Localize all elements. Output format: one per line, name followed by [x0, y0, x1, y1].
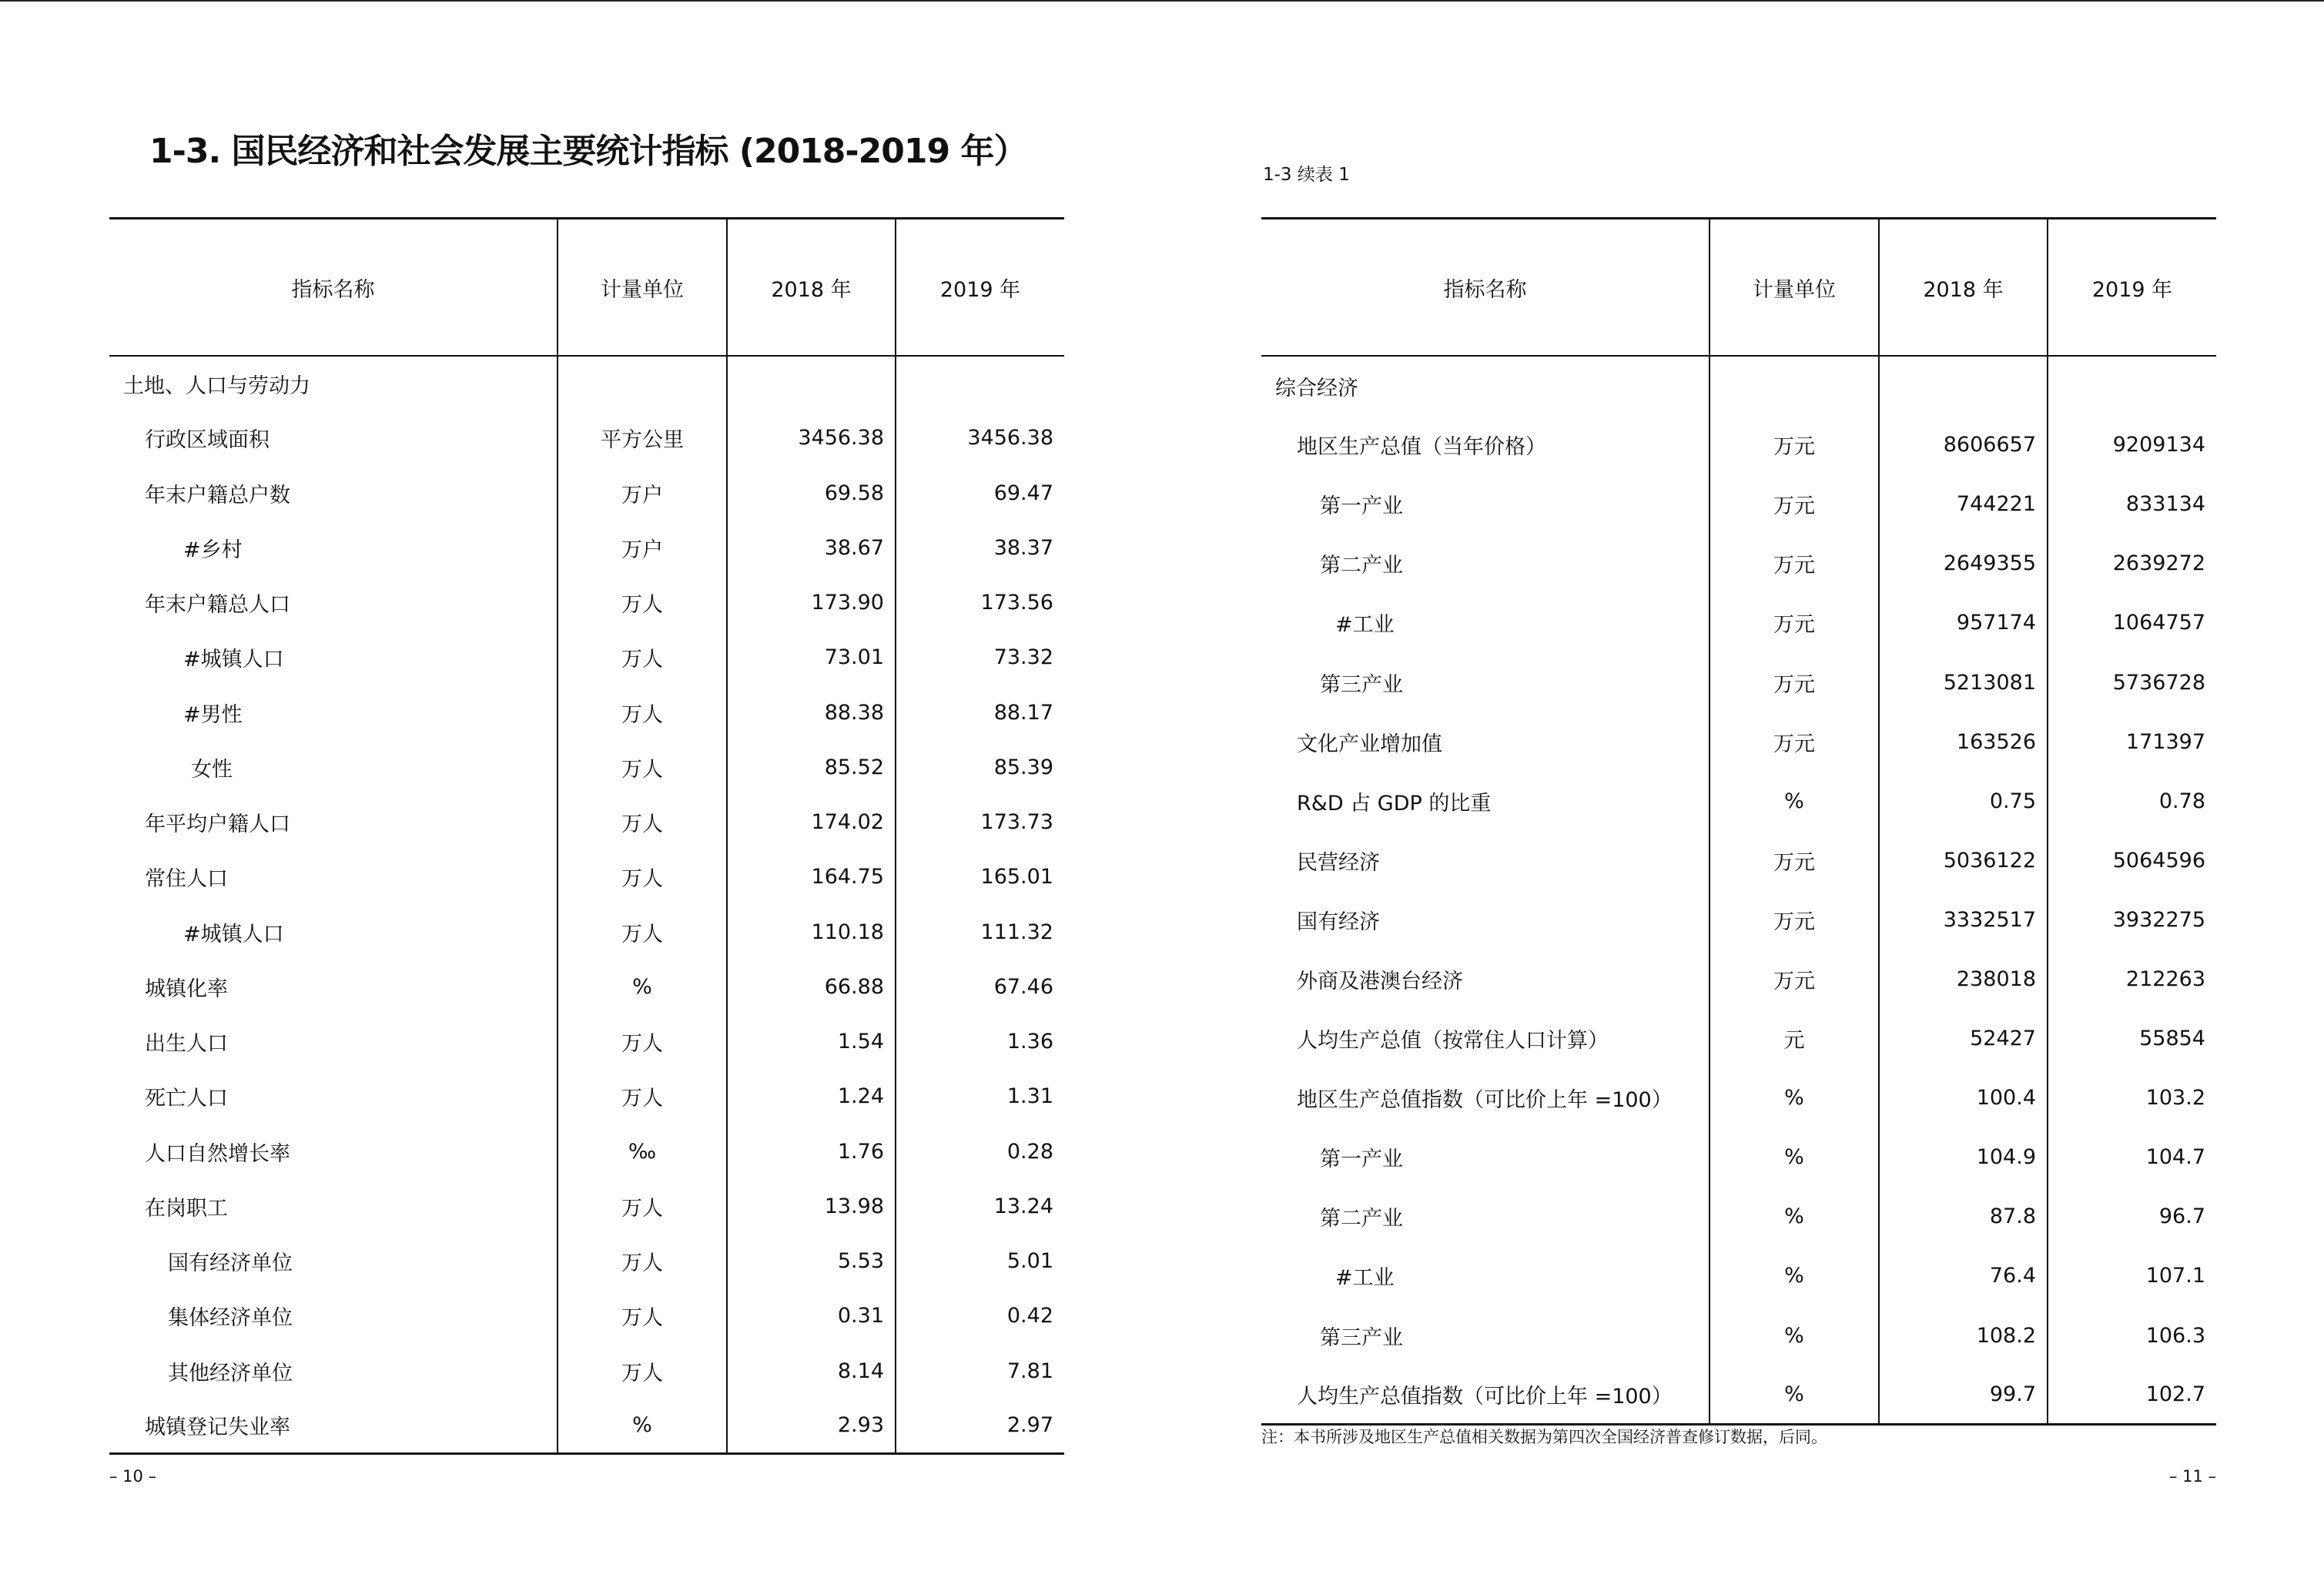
table-row [1261, 1246, 2216, 1305]
row-name: 外商及港澳台经济 [1297, 969, 1463, 993]
row-value-2019: 2639272 [2048, 534, 2216, 593]
row-name: 第二产业 [1320, 1207, 1403, 1231]
header-2019: 2019 年 [2048, 219, 2216, 357]
row-name: 年末户籍总户数 [145, 483, 290, 508]
row-value-2018 [727, 356, 896, 410]
row-value-2019: 0.28 [896, 1124, 1064, 1179]
row-unit: 万户 [558, 521, 727, 575]
table-row [109, 740, 1064, 795]
row-value-2018: 85.52 [727, 740, 896, 795]
row-name: 人均生产总值指数（可比价上年 =100） [1261, 1365, 1710, 1425]
table-footnote: 注：本书所涉及地区生产总值相关数据为第四次全国经济普查修订数据，后同。 [1261, 1428, 1827, 1446]
row-unit: 万人 [558, 905, 727, 960]
row-unit: 万元 [1710, 593, 1879, 652]
row-value-2019: 1.31 [896, 1069, 1064, 1124]
row-name: 国有经济 [1297, 910, 1380, 934]
row-value-2018: 88.38 [727, 685, 896, 740]
row-unit: % [1710, 1365, 1879, 1425]
row-value-2018: 1.54 [727, 1014, 896, 1069]
table-row [1261, 534, 2216, 593]
header-indicator-name: 指标名称 [109, 219, 558, 357]
table-header-row [109, 219, 1064, 357]
table-row [109, 356, 1064, 410]
table-row [1261, 1306, 2216, 1365]
row-unit: 万人 [558, 849, 727, 904]
row-name: 年末户籍总人口 [145, 593, 290, 618]
row-value-2019: 104.7 [2048, 1127, 2216, 1187]
table-row [1261, 356, 2216, 415]
table-header-row [1261, 219, 2216, 357]
table-row [109, 1234, 1064, 1288]
row-name: 人均生产总值（按常住人口计算） [1297, 1029, 1609, 1054]
row-value-2019: 107.1 [2048, 1246, 2216, 1305]
row-unit: 万人 [558, 1288, 727, 1343]
row-name: 第二产业 [1320, 554, 1403, 578]
table-row [109, 849, 1064, 904]
header-2019: 2019 年 [896, 219, 1064, 357]
row-value-2019: 0.78 [2048, 772, 2216, 831]
page-number-right: – 11 – [2168, 1467, 2216, 1486]
header-unit: 计量单位 [1710, 219, 1879, 357]
row-name: 出生人口 [145, 1032, 228, 1057]
row-value-2018: 87.8 [1879, 1187, 2048, 1246]
table-row [109, 1124, 1064, 1179]
row-value-2019: 38.37 [896, 521, 1064, 575]
row-unit: % [1710, 1187, 1879, 1246]
row-value-2019: 212263 [2048, 950, 2216, 1009]
row-unit [558, 356, 727, 410]
row-value-2019: 73.32 [896, 630, 1064, 685]
row-unit: 万人 [558, 1179, 727, 1234]
row-value-2018: 1.24 [727, 1069, 896, 1124]
table-row [1261, 474, 2216, 534]
row-value-2018: 100.4 [1879, 1068, 2048, 1127]
row-value-2018: 5036122 [1879, 831, 2048, 890]
row-unit: % [558, 960, 727, 1014]
row-value-2019: 5064596 [2048, 831, 2216, 890]
row-unit: 万人 [558, 1234, 727, 1288]
row-value-2019: 88.17 [896, 685, 1064, 740]
table-row [109, 795, 1064, 849]
row-value-2018: 0.75 [1879, 772, 2048, 831]
page-number-left: – 10 – [109, 1467, 157, 1486]
row-value-2018: 173.90 [727, 575, 896, 630]
row-name: 死亡人口 [145, 1087, 228, 1111]
row-value-2018: 73.01 [727, 630, 896, 685]
row-value-2018: 957174 [1879, 593, 2048, 652]
row-name: 国有经济单位 [168, 1251, 293, 1276]
row-unit: ‰ [558, 1124, 727, 1179]
row-value-2018: 8606657 [1879, 415, 2048, 474]
table-row [1261, 890, 2216, 950]
table-row [1261, 712, 2216, 772]
row-name: R&D 占 GDP 的比重 [1297, 791, 1492, 816]
row-value-2019: 3932275 [2048, 890, 2216, 950]
row-unit: % [1710, 1127, 1879, 1187]
table-row [109, 575, 1064, 630]
row-name: 第一产业 [1320, 1147, 1403, 1172]
table-row [1261, 1009, 2216, 1068]
row-value-2018: 2.93 [727, 1399, 896, 1453]
row-name: #工业 [1335, 1266, 1395, 1291]
row-value-2018: 2649355 [1879, 534, 2048, 593]
row-value-2018: 76.4 [1879, 1246, 2048, 1305]
row-value-2019: 7.81 [896, 1344, 1064, 1399]
row-name: #城镇人口 [183, 922, 284, 946]
table-row [1261, 1365, 2216, 1425]
table-row [109, 685, 1064, 740]
row-name: 常住人口 [145, 867, 228, 892]
row-value-2019: 102.7 [2048, 1365, 2216, 1425]
row-unit: % [558, 1399, 727, 1453]
row-value-2018: 8.14 [727, 1344, 896, 1399]
row-name: 人口自然增长率 [145, 1141, 290, 1166]
row-unit: 万人 [558, 1344, 727, 1399]
row-name: 城镇登记失业率 [109, 1399, 558, 1453]
indicator-table-left [109, 217, 1064, 1455]
table-row [109, 1069, 1064, 1124]
row-value-2018: 3332517 [1879, 890, 2048, 950]
row-value-2018: 1.76 [727, 1124, 896, 1179]
row-value-2019: 55854 [2048, 1009, 2216, 1068]
row-unit: 万人 [558, 740, 727, 795]
row-unit: 万元 [1710, 474, 1879, 534]
row-value-2019: 13.24 [896, 1179, 1064, 1234]
row-value-2019: 1.36 [896, 1014, 1064, 1069]
row-value-2018: 110.18 [727, 905, 896, 960]
row-name: #工业 [1335, 613, 1395, 638]
table-row [1261, 415, 2216, 474]
row-value-2019: 833134 [2048, 474, 2216, 534]
row-name: 地区生产总值指数（可比价上年 =100） [1297, 1088, 1673, 1113]
row-value-2018: 744221 [1879, 474, 2048, 534]
row-value-2018: 69.58 [727, 466, 896, 521]
row-value-2018: 0.31 [727, 1288, 896, 1343]
row-value-2018 [1879, 356, 2048, 415]
row-name: 年平均户籍人口 [145, 812, 290, 837]
row-name: 综合经济 [1275, 376, 1358, 400]
row-value-2019 [896, 356, 1064, 410]
table-row [109, 1014, 1064, 1069]
row-value-2018: 163526 [1879, 712, 2048, 772]
row-value-2019 [2048, 356, 2216, 415]
row-value-2018: 3456.38 [727, 410, 896, 465]
row-value-2019: 9209134 [2048, 415, 2216, 474]
row-value-2019: 103.2 [2048, 1068, 2216, 1127]
row-value-2019: 85.39 [896, 740, 1064, 795]
row-unit: 万元 [1710, 652, 1879, 712]
row-unit: % [1710, 1306, 1879, 1365]
row-unit: 万户 [558, 466, 727, 521]
header-unit: 计量单位 [558, 219, 727, 357]
row-value-2018: 13.98 [727, 1179, 896, 1234]
row-name: 民营经济 [1297, 850, 1380, 875]
row-unit: 万元 [1710, 415, 1879, 474]
table-row [1261, 772, 2216, 831]
row-unit: 万元 [1710, 712, 1879, 772]
row-unit: 平方公里 [558, 410, 727, 465]
header-indicator-name: 指标名称 [1261, 219, 1710, 357]
row-unit: 万元 [1710, 890, 1879, 950]
row-value-2019: 69.47 [896, 466, 1064, 521]
row-value-2019: 111.32 [896, 905, 1064, 960]
row-value-2018: 164.75 [727, 849, 896, 904]
row-unit: 万人 [558, 575, 727, 630]
row-name: 第一产业 [1320, 494, 1403, 519]
row-value-2018: 174.02 [727, 795, 896, 849]
row-value-2019: 96.7 [2048, 1187, 2216, 1246]
row-value-2019: 5736728 [2048, 652, 2216, 712]
table-row [1261, 1187, 2216, 1246]
row-name: 文化产业增加值 [1297, 732, 1442, 756]
row-name: 土地、人口与劳动力 [123, 374, 310, 398]
table-row [109, 1344, 1064, 1399]
row-value-2019: 165.01 [896, 849, 1064, 904]
continuation-subtitle: 1-3 续表 1 [1263, 165, 1350, 185]
row-unit: 万人 [558, 1069, 727, 1124]
row-name: #城镇人口 [183, 648, 284, 672]
row-value-2018: 38.67 [727, 521, 896, 575]
row-value-2019: 3456.38 [896, 410, 1064, 465]
row-name: 行政区域面积 [145, 428, 270, 453]
row-value-2018: 5213081 [1879, 652, 2048, 712]
row-unit: 万元 [1710, 534, 1879, 593]
row-name: 女性 [191, 757, 233, 782]
row-name: #男性 [183, 702, 243, 727]
row-unit: % [1710, 772, 1879, 831]
page-title: 1-3. 国民经济和社会发展主要统计指标 (2018-2019 年） [149, 132, 1027, 171]
table-row [1261, 593, 2216, 652]
row-value-2019: 1064757 [2048, 593, 2216, 652]
table-row [109, 410, 1064, 465]
table-row [109, 905, 1064, 960]
row-value-2019: 5.01 [896, 1234, 1064, 1288]
row-value-2019: 171397 [2048, 712, 2216, 772]
row-value-2018: 238018 [1879, 950, 2048, 1009]
row-unit [1710, 356, 1879, 415]
row-name: 其他经济单位 [168, 1361, 293, 1385]
row-unit: 万人 [558, 685, 727, 740]
row-name: #乡村 [183, 538, 243, 562]
row-value-2018: 66.88 [727, 960, 896, 1014]
row-unit: % [1710, 1246, 1879, 1305]
table-row [109, 521, 1064, 575]
row-value-2019: 67.46 [896, 960, 1064, 1014]
header-2018: 2018 年 [727, 219, 896, 357]
table-row [109, 1399, 1064, 1453]
table-row [109, 630, 1064, 685]
row-name: 第三产业 [1320, 1325, 1403, 1350]
table-row [109, 960, 1064, 1014]
table-row [1261, 831, 2216, 890]
row-unit: 万人 [558, 795, 727, 849]
row-unit: % [1710, 1068, 1879, 1127]
table-row [109, 466, 1064, 521]
top-border-line [0, 0, 2324, 2]
table-row [1261, 950, 2216, 1009]
row-value-2018: 104.9 [1879, 1127, 2048, 1187]
row-value-2019: 173.56 [896, 575, 1064, 630]
row-unit: 万人 [558, 630, 727, 685]
table-row [109, 1288, 1064, 1343]
header-2018: 2018 年 [1879, 219, 2048, 357]
table-row [109, 1179, 1064, 1234]
row-name: 城镇化率 [145, 977, 228, 1001]
row-value-2018: 52427 [1879, 1009, 2048, 1068]
table-row [1261, 652, 2216, 712]
indicator-table-right [1261, 217, 2216, 1426]
row-unit: 元 [1710, 1009, 1879, 1068]
row-value-2019: 173.73 [896, 795, 1064, 849]
row-unit: 万元 [1710, 831, 1879, 890]
row-unit: 万人 [558, 1014, 727, 1069]
table-row [1261, 1127, 2216, 1187]
row-value-2018: 99.7 [1879, 1365, 2048, 1425]
row-value-2019: 106.3 [2048, 1306, 2216, 1365]
row-value-2019: 0.42 [896, 1288, 1064, 1343]
table-row [1261, 1068, 2216, 1127]
row-unit: 万元 [1710, 950, 1879, 1009]
row-value-2019: 2.97 [896, 1399, 1064, 1453]
row-name: 第三产业 [1320, 672, 1403, 697]
row-value-2018: 5.53 [727, 1234, 896, 1288]
row-name: 在岗职工 [145, 1196, 228, 1221]
row-name: 集体经济单位 [168, 1306, 293, 1331]
row-value-2018: 108.2 [1879, 1306, 2048, 1365]
row-name: 地区生产总值（当年价格） [1297, 435, 1546, 460]
